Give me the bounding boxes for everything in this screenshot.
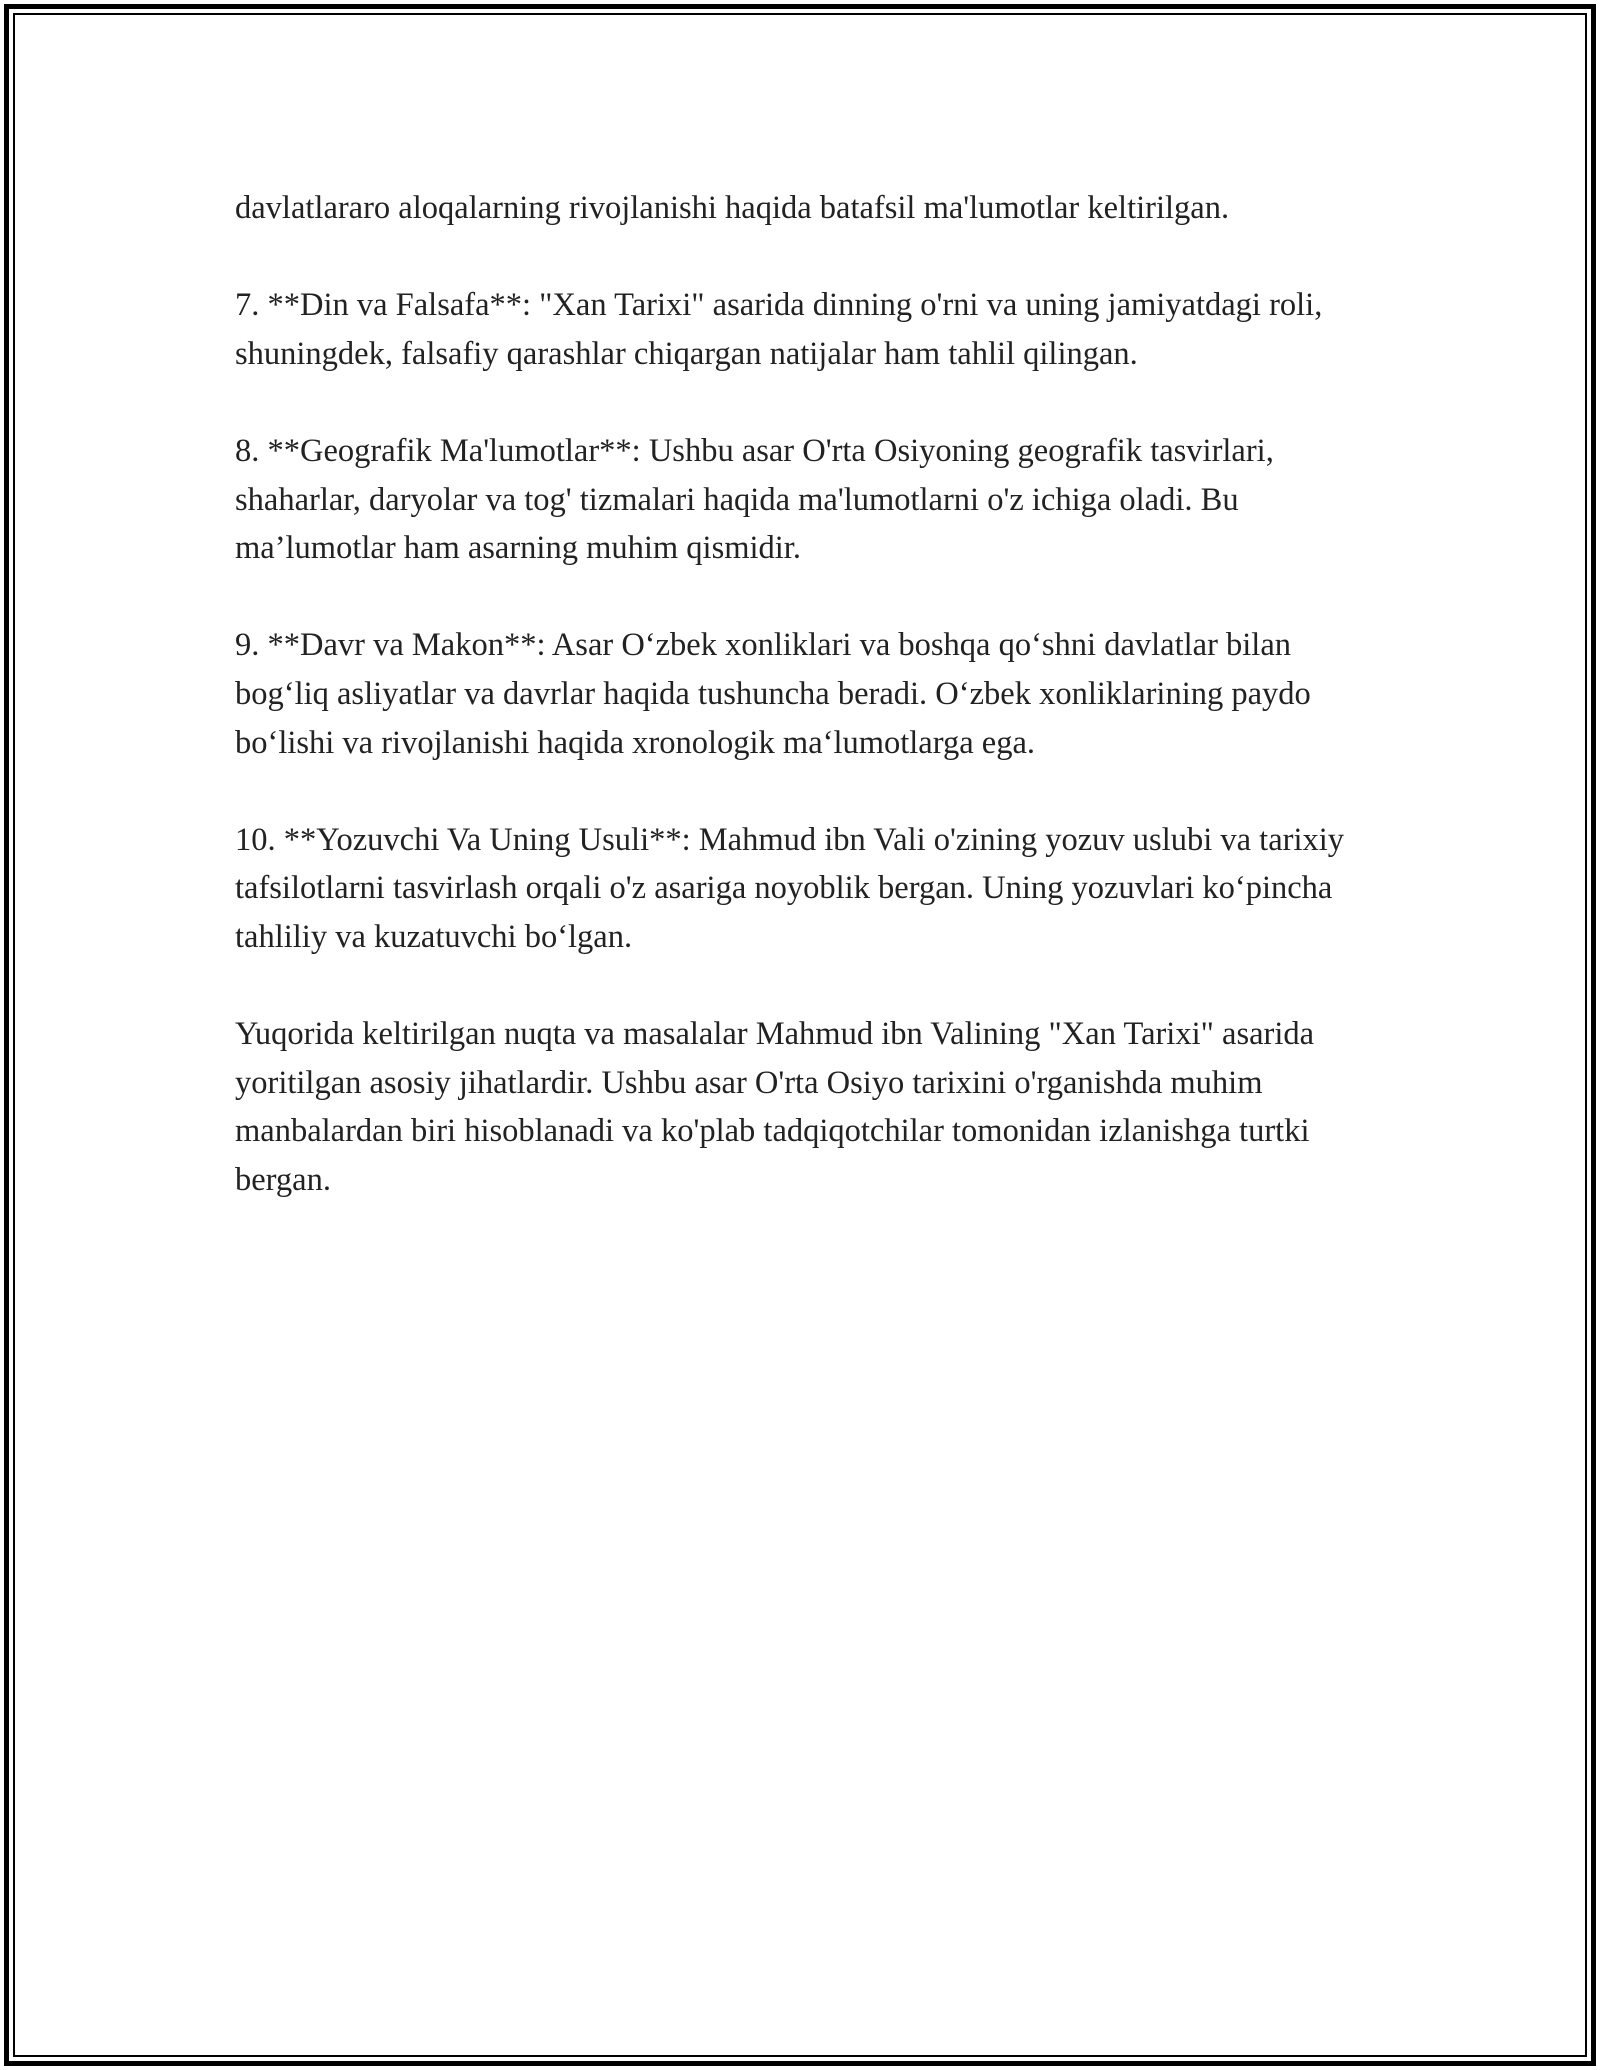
paragraph-conclusion: Yuqorida keltirilgan nuqta va masalalar Mahmud ibn Valining "Xan Tarixi" asarida yoritilgan asosiy jihatlardir. Ushbu asar O'rta Osiyo tarixini o'rganishda muhim manbalardan biri hisoblanadi va ko'plab tadqiqotchilar tomonidan izlanishga turtki bergan. [235,1016,1315,1198]
paragraph-item-9: 9. **Davr va Makon**: Asar O‘zbek xonliklari va boshqa qo‘shni davlatlar bilan bog‘liq asliyatlar va davrlar haqida tushuncha beradi. O‘zbek xonliklarining paydo bo‘lishi va rivojlanishi haqida xronologik ma‘lumotlarga ega. [235,627,1311,761]
paragraph-item-8: 8. **Geografik Ma'lumotlar**: Ushbu asar O'rta Osiyoning geografik tasvirlari, shaharlar, daryolar va tog' tizmalari haqida ma'lumotlarni o'z ichiga oladi. Bu ma’lumotlar ham asarning muhim qismidir. [235,432,1274,567]
paragraph-continuation: davlatlararo aloqalarning rivojlanishi haqida batafsil ma'lumotlar keltirilgan. [235,190,1230,226]
paragraph-item-10: 10. **Yozuvchi Va Uning Usuli**: Mahmud ibn Vali o'zining yozuv uslubi va tarixiy tafsilotlarni tasvirlash orqali o'z asariga noyoblik bergan. Uning yozuvlari ko‘pincha tahliliy va kuzatuvchi bo‘lgan. [235,821,1345,955]
paragraph-item-7: 7. **Din va Falsafa**: "Xan Tarixi" asarida dinning o'rni va uning jamiyatdagi roli, shuningdek, falsafiy qarashlar chiqargan natijalar ham tahlil qilingan. [235,287,1323,372]
document-body [235,184,1375,1204]
